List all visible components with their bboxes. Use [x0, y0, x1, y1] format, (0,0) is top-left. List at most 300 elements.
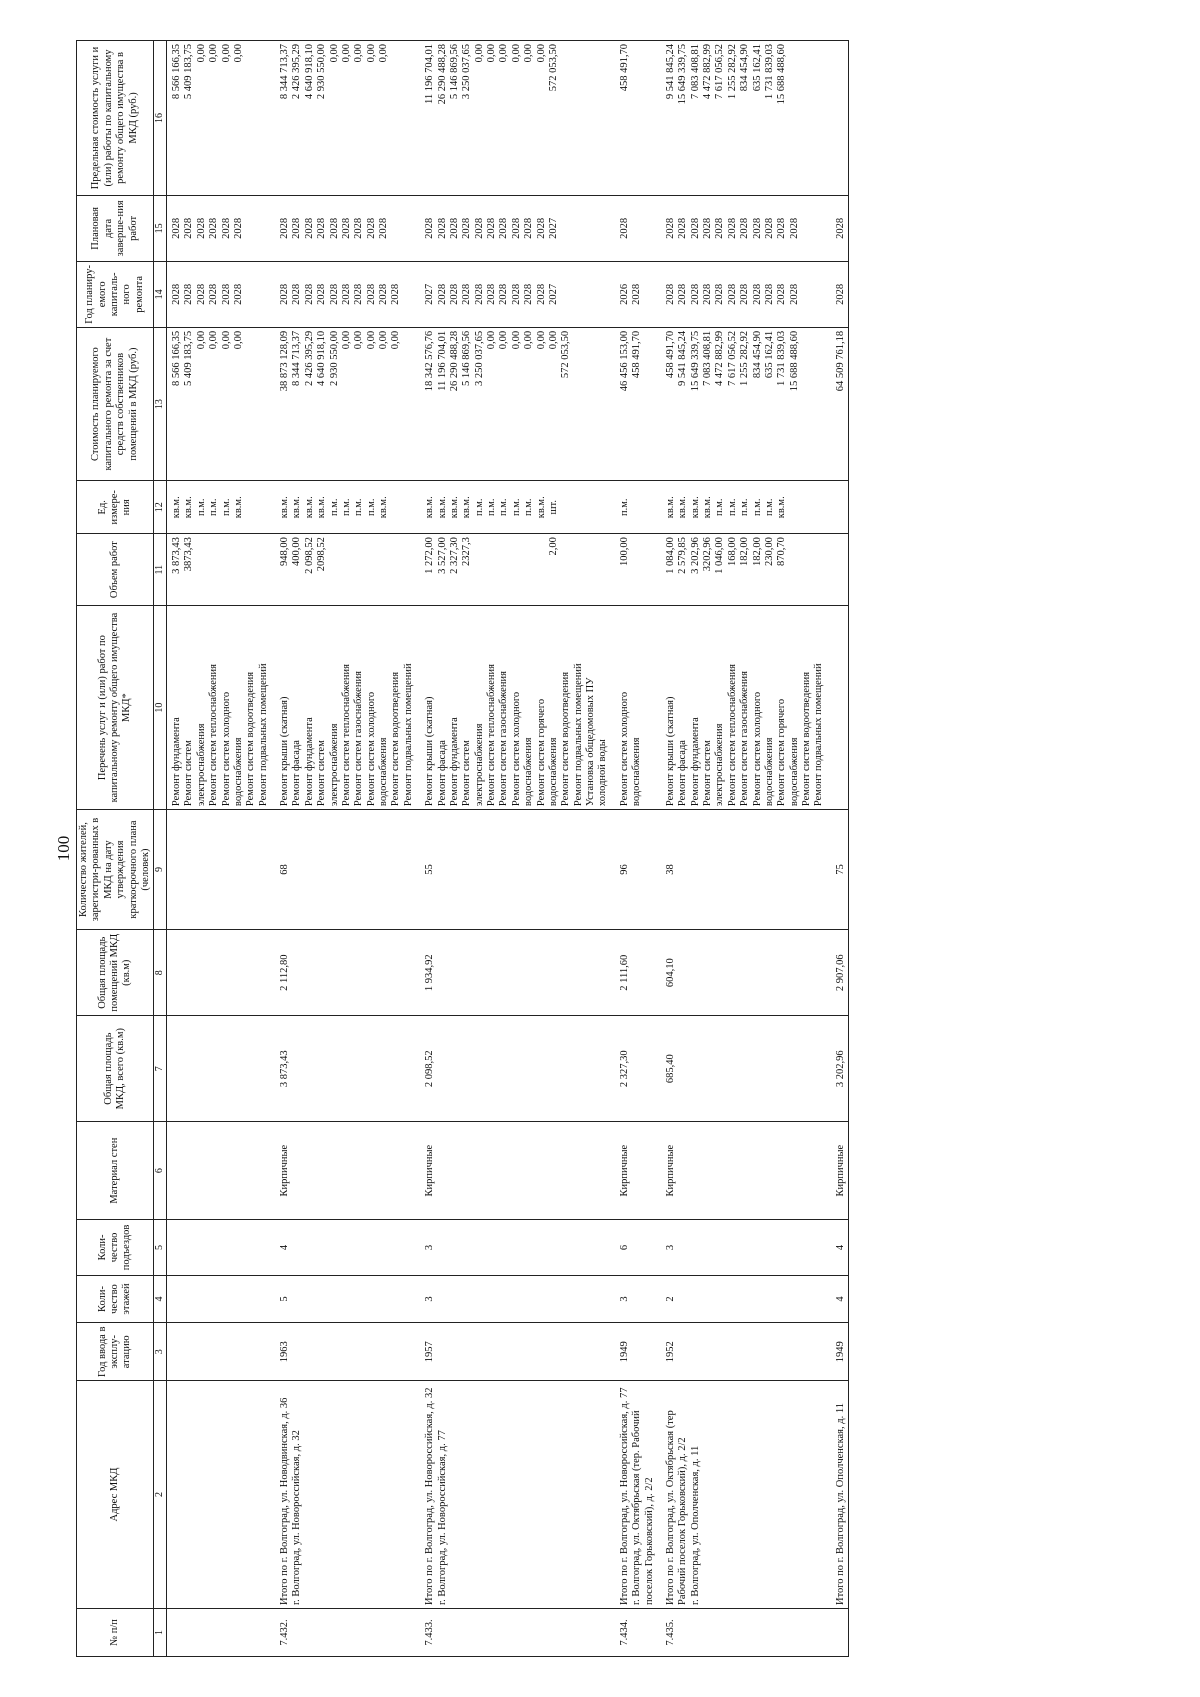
column-number-1: 1	[154, 1609, 167, 1657]
column-number-2: 2	[154, 1381, 167, 1609]
page-number: 100	[54, 835, 73, 862]
plan-year-list	[416, 261, 611, 327]
unit-line: кв.м.	[702, 496, 714, 519]
rooms-area: 2 112,80	[271, 930, 416, 1016]
end-date-line: 2028	[523, 217, 535, 239]
volumes-list	[827, 534, 849, 606]
residents-count: 75	[827, 810, 849, 930]
end-date-line: 2028	[776, 217, 788, 239]
limit-cost-line: 0,00	[523, 44, 535, 63]
limit-cost-list	[657, 41, 827, 196]
table-row	[416, 41, 611, 1657]
end-date-line: 2028	[677, 217, 689, 239]
plan-year-line: 2028	[195, 283, 207, 305]
end-date-line: 2028	[424, 217, 436, 239]
end-date-line: 2028	[316, 217, 328, 239]
end-date-line: 2028	[510, 217, 522, 239]
row-number	[167, 1609, 272, 1657]
cost-line: 26 290 488,28	[448, 330, 460, 392]
work-line: Ремонт систем электроснабжения	[461, 723, 485, 807]
cost-line: 458 491,70	[631, 330, 643, 379]
limit-cost-line: 834 454,90	[739, 44, 751, 92]
volume-line: 2 327,30	[448, 537, 460, 574]
unit-line: кв.м.	[677, 496, 689, 519]
plan-year-line: 2026	[618, 283, 630, 305]
plan-year-line: 2028	[726, 283, 738, 305]
work-line: Ремонт систем теплоснабжения	[340, 664, 352, 807]
work-line: Установка общедомовых ПУ холодной воды	[585, 677, 609, 807]
volume-line: 870,70	[776, 537, 788, 567]
volume-line	[498, 537, 510, 602]
volume-line: 2 579,85	[677, 537, 689, 574]
end-date: 2028	[827, 195, 849, 261]
limit-cost-line: 8 566 166,35	[171, 44, 183, 100]
unit-line: кв.м.	[448, 496, 460, 519]
end-date-line: 2028	[739, 217, 751, 239]
limit-cost-line: 3 250 037,65	[461, 44, 473, 100]
end-date-line: 2028	[436, 217, 448, 239]
plan-year-line: 2028	[510, 283, 522, 305]
year-built: 1957	[416, 1323, 611, 1381]
volume-line: 2 098,52	[303, 537, 315, 574]
entrances: 3	[416, 1220, 611, 1275]
wall-material: Кирпичные	[657, 1121, 827, 1219]
cost-line: 15 649 339,75	[689, 330, 701, 392]
plan-year-line: 2028	[436, 283, 448, 305]
cost-line: 4 472 882,99	[714, 330, 726, 386]
cost-line: 15 688 488,60	[788, 330, 800, 392]
end-date-line: 2028	[473, 217, 485, 239]
work-line: Ремонт фасада	[436, 740, 448, 807]
plan-year-line: 2027	[424, 283, 436, 305]
unit-line: шт.	[547, 500, 559, 515]
plan-year-line: 2028	[340, 283, 352, 305]
limit-cost-line: 572 053,50	[547, 44, 559, 92]
limit-cost-line: 0,00	[353, 44, 365, 63]
repair-plan-table	[76, 40, 849, 1657]
work-line: Ремонт систем водоотведения	[390, 671, 402, 807]
volume-line	[196, 537, 208, 602]
cost-line: 7 083 408,81	[702, 330, 714, 386]
volume-line	[353, 537, 365, 602]
unit-line: п.м.	[726, 498, 738, 517]
limit-cost-line: 0,00	[220, 44, 232, 63]
work-line: Ремонт систем электроснабжения	[183, 723, 207, 807]
units-list	[167, 481, 272, 534]
limit-cost-line: 9 541 845,24	[664, 44, 676, 100]
limit-cost-list	[827, 41, 849, 196]
residents-count	[167, 810, 272, 930]
rooms-area: 1 934,92	[416, 930, 611, 1016]
units-list	[611, 481, 657, 534]
plan-year-line: 2028	[751, 283, 763, 305]
unit-line: кв.м.	[303, 496, 315, 519]
end-date-line: 2028	[365, 217, 377, 239]
work-line: Ремонт подвальных помещений	[813, 663, 825, 807]
cost-line: 0,00	[220, 330, 232, 350]
column-number-11: 11	[154, 534, 167, 606]
table-row	[167, 41, 272, 1657]
entrances	[167, 1220, 272, 1275]
entrances: 4	[827, 1220, 849, 1275]
limit-cost-line: 0,00	[486, 44, 498, 63]
column-header-15: Плановая дата заверше-ния работ	[77, 195, 154, 261]
unit-line: п.м.	[195, 498, 207, 517]
volume-line	[221, 537, 233, 602]
limit-cost-line: 0,00	[535, 44, 547, 63]
floors: 2	[657, 1275, 827, 1323]
end-date-line: 2028	[183, 217, 195, 239]
end-date-line: 2027	[547, 217, 559, 239]
plan-year-line: 2028	[739, 283, 751, 305]
plan-year-line: 2028	[448, 283, 460, 305]
unit-line: п.м.	[340, 498, 352, 517]
plan-year-line: 2028	[279, 283, 291, 305]
column-number-13: 13	[154, 327, 167, 481]
floors: 5	[271, 1275, 416, 1323]
column-header-5: Коли-чество подъездов	[77, 1220, 154, 1275]
cost-line: 0,00	[378, 330, 390, 350]
column-number-12: 12	[154, 481, 167, 534]
plan-year-line: 2028	[208, 283, 220, 305]
row-number	[827, 1609, 849, 1657]
plan-year-line: 2028	[171, 283, 183, 305]
column-header-1: № п/п	[77, 1609, 154, 1657]
address-cell: Итого по г. Волгоград, ул. Октябрьская (тер Рабочий поселок Горьковский), д. 2/2 г. Волгоград, ул. Ополченская, д. 11	[657, 1381, 827, 1609]
cost-line: 0,00	[498, 330, 510, 350]
plan-year-line: 2028	[353, 283, 365, 305]
cost-total: 64 509 761,18	[827, 327, 849, 481]
unit-line: кв.м.	[279, 496, 291, 519]
final-total-row	[827, 41, 849, 1657]
table-header	[77, 41, 167, 1657]
volume-line	[329, 537, 341, 602]
limit-cost-line: 0,00	[340, 44, 352, 63]
unit-line: кв.м.	[291, 496, 303, 519]
plan-year-line: 2028	[365, 283, 377, 305]
volume-line	[511, 537, 523, 602]
plan-year-line: 2028	[714, 283, 726, 305]
cost-line: 0,00	[195, 330, 207, 350]
volume-line: 3 873,43	[171, 537, 183, 574]
work-line: Ремонт крыши (скатная)	[424, 696, 436, 807]
plan-year-line: 2028	[689, 283, 701, 305]
cost-line: 0,00	[232, 330, 244, 350]
plan-year-list	[167, 261, 272, 327]
cost-line: 1 255 282,92	[739, 330, 751, 386]
rooms-area: 2 907,06	[827, 930, 849, 1016]
wall-material: Кирпичные	[416, 1121, 611, 1219]
cost-total: 18 342 576,76	[424, 330, 436, 392]
volume-line: 400,00	[291, 537, 303, 567]
end-date-line: 2028	[340, 217, 352, 239]
volume-line: 100,00	[618, 537, 630, 567]
entrances: 6	[611, 1220, 657, 1275]
cost-line: 0,00	[510, 330, 522, 350]
volume-line	[208, 537, 220, 602]
end-date-list	[657, 195, 827, 261]
work-line: Ремонт систем холодного водоснабжения	[618, 691, 643, 807]
volume-line	[536, 537, 548, 602]
limit-cost-line: 26 290 488,28	[436, 44, 448, 105]
plan-year-line: 2028	[220, 283, 232, 305]
cost-line: 7 617 056,52	[726, 330, 738, 386]
volume-line: 2,00	[547, 537, 559, 556]
cost-line: 4 640 918,10	[316, 330, 328, 386]
end-date-line: 2028	[618, 217, 630, 239]
unit-line: п.м.	[751, 498, 763, 517]
wall-material: Кирпичные	[611, 1121, 657, 1219]
end-date-line: 2028	[232, 217, 244, 239]
limit-cost-line: 15 649 339,75	[677, 44, 689, 105]
address-cell: Итого по г. Волгоград, ул. Ополченская, д. 11	[827, 1381, 849, 1609]
address-cell: Итого по г. Волгоград, ул. Новодвинская, д. 36 г. Волгоград, ул. Новороссийская, д. 32	[271, 1381, 416, 1609]
unit-line: п.м.	[510, 498, 522, 517]
residents-count: 96	[611, 810, 657, 930]
address-cell: Итого по г. Волгоград, ул. Новороссийская, д. 77 г. Волгоград, ул. Октябрьская (тер. Рабочий поселок Горьковский), д. 2/2	[611, 1381, 657, 1609]
floors: 4	[827, 1275, 849, 1323]
plan-year-line: 2028	[763, 283, 775, 305]
entrances: 3	[657, 1220, 827, 1275]
column-header-4: Коли-чество этажей	[77, 1275, 154, 1323]
column-number-4: 4	[154, 1275, 167, 1323]
unit-line: кв.м.	[664, 496, 676, 519]
cost-line: 5 409 183,75	[183, 330, 195, 386]
plan-year-line: 2028	[461, 283, 473, 305]
total-area	[167, 1016, 272, 1122]
unit-line: п.м.	[739, 498, 751, 517]
cost-line: 0,00	[390, 330, 402, 350]
rooms-area: 2 111,60	[611, 930, 657, 1016]
volume-line	[233, 537, 245, 602]
end-date-line: 2028	[498, 217, 510, 239]
costs-list	[657, 327, 827, 481]
column-header-6: Материал стен	[77, 1121, 154, 1219]
units-list	[416, 481, 611, 534]
limit-cost-line: 458 491,70	[618, 44, 630, 92]
volumes-list	[271, 534, 416, 606]
end-date-line: 2028	[171, 217, 183, 239]
work-line: Ремонт крыши (скатная)	[664, 696, 676, 807]
plan-year-line: 2028	[523, 283, 535, 305]
end-date-list	[271, 195, 416, 261]
volume-line: 2098,52	[316, 537, 328, 572]
work-line: Ремонт подвальных помещений	[257, 663, 269, 807]
plan-year-list	[657, 261, 827, 327]
work-line: Ремонт фасада	[677, 740, 689, 807]
limit-cost-line: 7 083 408,81	[689, 44, 701, 100]
end-date-line: 2028	[714, 217, 726, 239]
plan-year-line: 2028	[664, 283, 676, 305]
limit-cost-line: 0,00	[208, 44, 220, 63]
limit-cost-list	[416, 41, 611, 196]
floors	[167, 1275, 272, 1323]
end-date-line: 2028	[751, 217, 763, 239]
work-line: Ремонт фундамента	[448, 717, 460, 807]
volumes-list	[167, 534, 272, 606]
unit-line: п.м.	[714, 498, 726, 517]
work-line: Ремонт систем газоснабжения	[353, 671, 365, 807]
volumes-list	[657, 534, 827, 606]
volume-line: 1 046,00	[714, 537, 726, 574]
unit-line: п.м.	[763, 498, 775, 517]
residents-count: 38	[657, 810, 827, 930]
unit-line: п.м.	[473, 498, 485, 517]
plan-year-line: 2028	[390, 283, 402, 305]
plan-year-line: 2028	[788, 283, 800, 305]
works-list	[271, 606, 416, 810]
plan-year-line: 2028	[232, 283, 244, 305]
unit-line: п.м.	[498, 498, 510, 517]
unit-line: п.м.	[208, 498, 220, 517]
column-number-9: 9	[154, 810, 167, 930]
limit-cost-line: 5 409 183,75	[183, 44, 195, 100]
work-line: Ремонт подвальных помещений	[402, 663, 414, 807]
work-line: Ремонт систем теплоснабжения	[208, 664, 220, 807]
work-line: Ремонт систем водоотведения	[801, 671, 813, 807]
unit-line: кв.м.	[316, 496, 328, 519]
end-date-line: 2028	[448, 217, 460, 239]
row-number: 7.432.	[271, 1609, 416, 1657]
limit-cost-line: 4 640 918,10	[303, 44, 315, 100]
volume-line: 948,00	[279, 537, 291, 567]
total-area: 2 098,52	[416, 1016, 611, 1122]
end-date-line: 2028	[195, 217, 207, 239]
cost-line: 834 454,90	[751, 330, 763, 379]
limit-cost-line: 1 255 282,92	[726, 44, 738, 100]
limit-cost-line: 0,00	[510, 44, 522, 63]
plan-year-line: 2028	[535, 283, 547, 305]
column-number-8: 8	[154, 930, 167, 1016]
plan-year-line: 2028	[183, 283, 195, 305]
volume-line: 182,00	[739, 537, 751, 567]
limit-cost-list	[167, 41, 272, 196]
work-line: Ремонт систем водоотведения	[245, 671, 257, 807]
column-number-14: 14	[154, 261, 167, 327]
unit-line: п.м.	[486, 498, 498, 517]
limit-cost-line: 8 344 713,37	[279, 44, 291, 100]
limit-cost-line: 0,00	[498, 44, 510, 63]
limit-cost-line: 11 196 704,01	[424, 44, 436, 104]
limit-cost-line: 5 146 869,56	[448, 44, 460, 100]
plan-year-line: 2027	[547, 283, 559, 305]
column-number-3: 3	[154, 1323, 167, 1381]
work-line: Ремонт систем горячего водоснабжения	[776, 698, 800, 807]
column-number-10: 10	[154, 606, 167, 810]
end-date-line: 2028	[378, 217, 390, 239]
end-date-line: 2028	[461, 217, 473, 239]
limit-cost-line: 15 688 488,60	[776, 44, 788, 105]
unit-line: п.м.	[365, 498, 377, 517]
limit-cost-list	[611, 41, 657, 196]
end-date-list	[416, 195, 611, 261]
work-line: Ремонт подвальных помещений	[572, 663, 584, 807]
volume-line	[523, 537, 535, 602]
total-area: 3 873,43	[271, 1016, 416, 1122]
work-line: Ремонт систем холодного водоснабжения	[220, 691, 244, 807]
column-header-8: Общая площадь помещений МКД (кв.м)	[77, 930, 154, 1016]
end-date-line: 2028	[353, 217, 365, 239]
cost-line: 11 196 704,01	[436, 330, 448, 391]
cost-line: 9 541 845,24	[677, 330, 689, 386]
work-line: Ремонт систем теплоснабжения	[726, 664, 738, 807]
costs-list	[416, 327, 611, 481]
row-number: 7.434.	[611, 1609, 657, 1657]
limit-cost-line: 0,00	[365, 44, 377, 63]
work-line: Ремонт фундамента	[689, 717, 701, 807]
column-header-3: Год ввода в эксплу-атацию	[77, 1323, 154, 1381]
limit-cost-line: 1 731 839,03	[763, 44, 775, 100]
work-line: Ремонт систем холодного водоснабжения	[751, 691, 775, 807]
limit-cost-line: 4 472 882,99	[702, 44, 714, 100]
column-header-9: Количество жителей, зарегистри-рованных в МКД на дату утверждения краткосрочного плана (человек)	[77, 810, 154, 930]
units-list	[657, 481, 827, 534]
cost-line: 1 731 839,03	[776, 330, 788, 386]
work-line: Ремонт фундамента	[171, 717, 183, 807]
plan-year-line: 2028	[486, 283, 498, 305]
unit-line: кв.м.	[461, 496, 473, 519]
volume-line: 182,00	[751, 537, 763, 567]
volume-line: 1 084,00	[664, 537, 676, 574]
wall-material: Кирпичные	[271, 1121, 416, 1219]
plan-year-line: 2028	[677, 283, 689, 305]
total-area: 2 327,30	[611, 1016, 657, 1122]
plan-year: 2028	[827, 261, 849, 327]
unit-line: п.м.	[220, 498, 232, 517]
volume-line	[486, 537, 498, 602]
unit-line: кв.м.	[171, 496, 183, 519]
residents-count: 55	[416, 810, 611, 930]
cost-line: 0,00	[547, 330, 559, 350]
work-line: Ремонт систем водоотведения	[560, 671, 572, 807]
limit-cost-line: 2 426 395,29	[291, 44, 303, 100]
cost-line: 2 930 550,00	[328, 330, 340, 386]
end-date-line: 2028	[303, 217, 315, 239]
year-built	[167, 1323, 272, 1381]
rooms-area	[167, 930, 272, 1016]
unit-line: п.м.	[328, 498, 340, 517]
work-line: Ремонт систем холодного водоснабжения	[365, 691, 390, 807]
cost-line: 0,00	[523, 330, 535, 350]
cost-line: 8 566 166,35	[171, 330, 183, 386]
volume-line: 230,00	[763, 537, 775, 567]
total-area: 3 202,96	[827, 1016, 849, 1122]
cost-line: 8 344 713,37	[291, 330, 303, 386]
work-line: Ремонт систем электроснабжения	[702, 723, 726, 807]
volume-line: 3 202,96	[689, 537, 701, 574]
plan-year-list	[271, 261, 416, 327]
cost-line: 2 426 395,29	[303, 330, 315, 386]
table-row	[657, 41, 827, 1657]
floors: 3	[416, 1275, 611, 1323]
work-line: Ремонт систем теплоснабжения	[486, 664, 498, 807]
volume-line	[341, 537, 353, 602]
plan-year-line: 2028	[702, 283, 714, 305]
column-header-11: Объем работ	[77, 534, 154, 606]
end-date-line: 2028	[291, 217, 303, 239]
end-date-line: 2028	[535, 217, 547, 239]
unit-line: кв.м.	[424, 496, 436, 519]
cost-line: 0,00	[365, 330, 377, 350]
limit-cost-line: 0,00	[378, 44, 390, 63]
address-cell	[167, 1381, 272, 1609]
cost-total: 458 491,70	[664, 330, 676, 379]
cost-line: 5 146 869,56	[461, 330, 473, 386]
work-line: Ремонт систем газоснабжения	[739, 671, 751, 807]
plan-year-line: 2028	[316, 283, 328, 305]
work-line: Ремонт фасада	[291, 740, 303, 807]
volume-line	[366, 537, 378, 602]
